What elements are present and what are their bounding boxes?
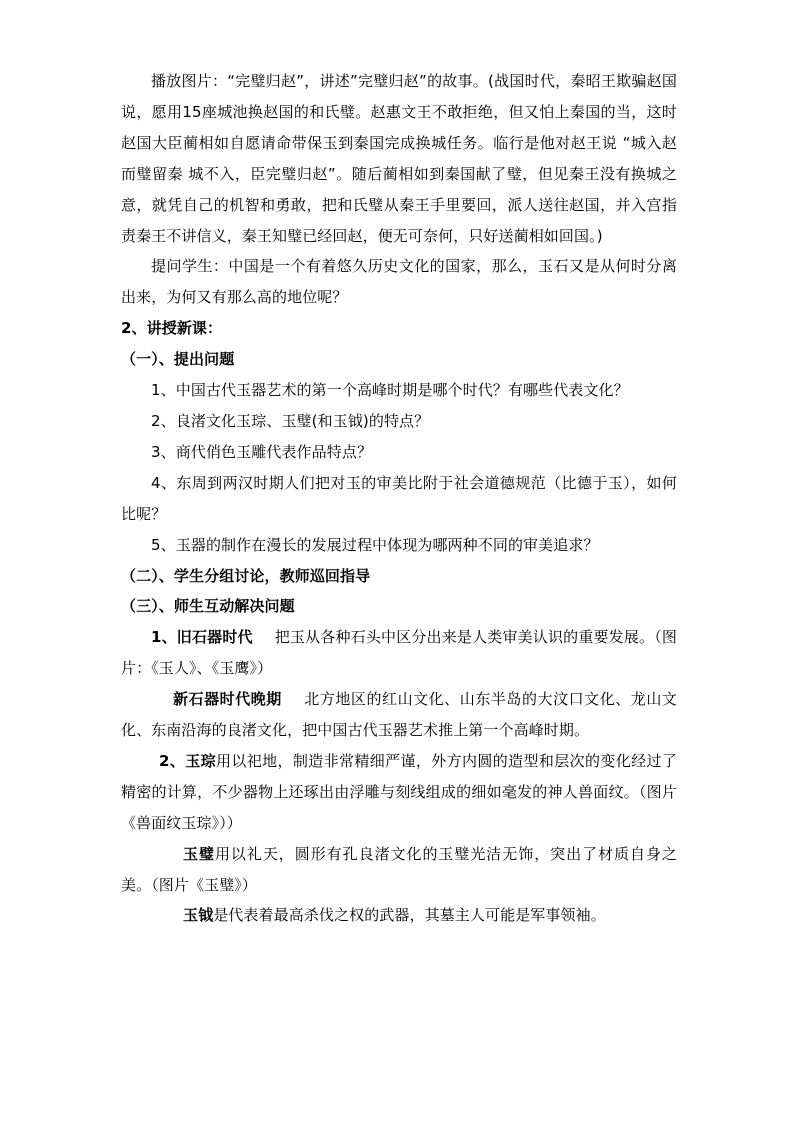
answer-text: 用以礼天，圆形有孔良渚文化的玉璧光洁无饰，突出了材质自身之美。（图片《玉璧》） <box>121 844 678 894</box>
subsection-heading-pose-questions: （一）、提出问题 <box>121 350 235 369</box>
question-item: 5、玉器的制作在漫长的发展过程中体现为哪两种不同的审美追求？ <box>151 535 599 554</box>
term-late-neolithic: 新石器时代晚期 <box>173 690 282 709</box>
answer-yucong <box>121 746 677 839</box>
answer-text: 是代表着最高杀伐之权的武器，其墓主人可能是军事领袖。 <box>213 906 606 925</box>
answer-text: 用以祀地，制造非常精细严谨，外方内圆的造型和层次的变化经过了精密的计算，不少器物上还琢出由浮雕与刻线组成的细如毫发的神人兽面纹。（图片《兽面纹玉琮》）） <box>121 751 677 832</box>
question-item: 1、中国古代玉器艺术的第一个高峰时期是哪个时代？有哪些代表文化？ <box>151 381 629 400</box>
question-item: 4、东周到两汉时期人们把对玉的审美比附于社会道德规范（比德于玉），如何比呢？ <box>121 473 677 523</box>
intro-paragraph-question: 提问学生：中国是一个有着悠久历史文化的国家，那么，玉石又是从何时分离出来，为何又有那么高的地位呢？ <box>121 257 677 307</box>
question-item: 3、商代俏色玉雕代表作品特点？ <box>151 442 373 461</box>
answer-yubi <box>121 839 677 901</box>
intro-paragraph-story: 播放图片：“完璧归赵”，讲述”完璧归赵”的故事。(战国时代，秦昭王欺骗赵国说，愿用15座城池换赵国的和氏璧。赵惠文王不敢拒绝，但又怕上秦国的当，这时赵国大臣蔺相如自愿请命带保玉到秦国完成换城任务。临行是他对赵王说 “城入赵而璧留秦 城不入，臣完璧归赵”。随后蔺相如到秦国献了璧，但见秦王没有换城之意，就凭自己的机智和勇敢，把和氏璧从秦王手里要回，派人送往赵国，并入宫指责秦王不讲信义，秦王知璧已经回赵，便无可奈何，只好送蔺相如回国。) <box>121 72 677 245</box>
term-yucong: 2、玉琮 <box>159 751 216 770</box>
term-yuyue: 玉钺 <box>183 906 214 925</box>
answer-text: 北方地区的红山文化、山东半岛的大汶口文化、龙山文化、东南沿海的良渚文化，把中国古代玉器艺术推上第一个高峰时期。 <box>121 690 678 740</box>
answer-paleolithic <box>121 622 677 684</box>
answer-late-neolithic <box>121 684 677 746</box>
answer-text: 把玉从各种石头中区分出来是人类审美认识的重要发展。（图片：《玉人》、《玉鹰》） <box>121 628 677 678</box>
subsection-heading-group-discussion: （二）、学生分组讨论，教师巡回指导 <box>121 566 371 585</box>
term-yubi: 玉璧 <box>183 844 215 863</box>
question-item: 2、良渚文化玉琮、玉璧(和玉钺)的特点？ <box>151 411 430 430</box>
subsection-heading-interactive-solving: （三）、师生互动解决问题 <box>121 597 295 616</box>
answer-yuyue <box>121 900 677 931</box>
document-body <box>121 66 677 931</box>
term-paleolithic: 1、旧石器时代 <box>151 628 253 647</box>
section-heading-new-lesson: 2、讲授新课： <box>121 319 223 338</box>
